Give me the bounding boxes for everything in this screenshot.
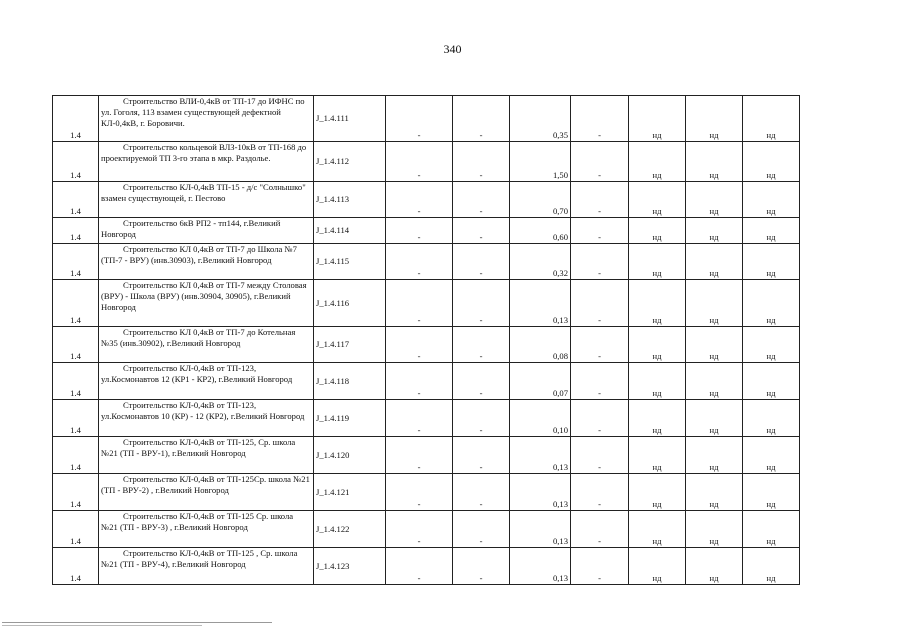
value-cell-8: нд xyxy=(629,511,686,548)
value-cell-4: - xyxy=(386,96,453,142)
table-row xyxy=(53,363,857,400)
value-cell-10: нд xyxy=(743,218,800,244)
project-name-cell xyxy=(99,182,314,218)
value-cell-10: нд xyxy=(743,511,800,548)
value-cell-9: нд xyxy=(686,400,743,437)
length-value-cell: 0,13 xyxy=(510,280,571,327)
value-cell-7: - xyxy=(571,548,629,585)
value-cell-9: нд xyxy=(686,244,743,280)
length-value-cell: 0,32 xyxy=(510,244,571,280)
project-id-cell: J_1.4.114 xyxy=(314,218,386,244)
table-row xyxy=(53,218,857,244)
value-cell-5: - xyxy=(453,437,510,474)
project-name-cell xyxy=(99,511,314,548)
value-cell-7: - xyxy=(571,400,629,437)
value-cell-9: нд xyxy=(686,511,743,548)
value-cell-9: нд xyxy=(686,363,743,400)
value-cell-5: - xyxy=(453,244,510,280)
value-cell-4: - xyxy=(386,142,453,182)
value-cell-5: - xyxy=(453,182,510,218)
value-cell-4: - xyxy=(386,474,453,511)
project-id-cell: J_1.4.120 xyxy=(314,437,386,474)
value-cell-10: нд xyxy=(743,548,800,585)
project-name-cell xyxy=(99,548,314,585)
value-cell-5: - xyxy=(453,474,510,511)
value-cell-4: - xyxy=(386,280,453,327)
section-code-cell: 1.4 xyxy=(53,363,99,400)
value-cell-8: нд xyxy=(629,182,686,218)
value-cell-9: нд xyxy=(686,437,743,474)
value-cell-8: нд xyxy=(629,244,686,280)
value-cell-4: - xyxy=(386,511,453,548)
length-value-cell: 0,13 xyxy=(510,474,571,511)
value-cell-5: - xyxy=(453,548,510,585)
project-id-cell: J_1.4.116 xyxy=(314,280,386,327)
value-cell-9: нд xyxy=(686,280,743,327)
value-cell-7: - xyxy=(571,327,629,363)
project-name-text: Строительство ВЛИ-0,4кВ от ТП-17 до ИФНС по ул. Гоголя, 113 взамен существующей дефектной КЛ-0,4кВ, г. Боровичи. xyxy=(101,96,305,128)
value-cell-4: - xyxy=(386,437,453,474)
value-cell-8: нд xyxy=(629,327,686,363)
value-cell-8: нд xyxy=(629,142,686,182)
length-value-cell: 0,13 xyxy=(510,511,571,548)
value-cell-7: - xyxy=(571,218,629,244)
project-table xyxy=(52,95,857,585)
project-name-cell xyxy=(99,218,314,244)
length-value-cell: 0,08 xyxy=(510,327,571,363)
project-id-cell: J_1.4.121 xyxy=(314,474,386,511)
value-cell-8: нд xyxy=(629,363,686,400)
value-cell-4: - xyxy=(386,400,453,437)
section-code-cell: 1.4 xyxy=(53,511,99,548)
value-cell-9: нд xyxy=(686,474,743,511)
value-cell-4: - xyxy=(386,327,453,363)
section-code-cell: 1.4 xyxy=(53,437,99,474)
value-cell-10: нд xyxy=(743,400,800,437)
project-name-text: Строительство КЛ-0,4кВ от ТП-125 Ср. школа №21 (ТП - ВРУ-3) , г.Великий Новгород xyxy=(101,511,294,532)
value-cell-10: нд xyxy=(743,327,800,363)
value-cell-10: нд xyxy=(743,437,800,474)
value-cell-10: нд xyxy=(743,142,800,182)
value-cell-7: - xyxy=(571,96,629,142)
project-name-text: Строительство КЛ 0,4кВ от ТП-7 до Котельная №35 (инв.30902), г.Великий Новгород xyxy=(101,327,296,348)
section-code-cell: 1.4 xyxy=(53,96,99,142)
project-name-text: Строительство КЛ-0,4кВ от ТП-125, Ср. школа №21 (ТП - ВРУ-1), г.Великий Новгород xyxy=(101,437,296,458)
project-name-text: Строительство КЛ-0,4кВ от ТП-125 , Ср. школа №21 (ТП - ВРУ-4), г.Великий Новгород xyxy=(101,548,298,569)
project-name-cell xyxy=(99,244,314,280)
value-cell-7: - xyxy=(571,474,629,511)
section-code-cell: 1.4 xyxy=(53,280,99,327)
section-code-cell: 1.4 xyxy=(53,218,99,244)
value-cell-5: - xyxy=(453,327,510,363)
project-id-cell: J_1.4.122 xyxy=(314,511,386,548)
value-cell-9: нд xyxy=(686,96,743,142)
value-cell-7: - xyxy=(571,280,629,327)
project-name-cell xyxy=(99,474,314,511)
project-id-cell: J_1.4.119 xyxy=(314,400,386,437)
value-cell-5: - xyxy=(453,96,510,142)
table-row xyxy=(53,182,857,218)
value-cell-7: - xyxy=(571,244,629,280)
value-cell-5: - xyxy=(453,142,510,182)
project-name-text: Строительство КЛ-0,4кВ от ТП-123, ул.Космонавтов 12 (КР1 - КР2), г.Великий Новгород xyxy=(101,363,293,384)
table-row xyxy=(53,474,857,511)
value-cell-10: нд xyxy=(743,244,800,280)
value-cell-4: - xyxy=(386,218,453,244)
length-value-cell: 0,70 xyxy=(510,182,571,218)
value-cell-10: нд xyxy=(743,182,800,218)
section-code-cell: 1.4 xyxy=(53,182,99,218)
project-name-cell xyxy=(99,400,314,437)
length-value-cell: 0,60 xyxy=(510,218,571,244)
project-id-cell: J_1.4.118 xyxy=(314,363,386,400)
project-id-cell: J_1.4.113 xyxy=(314,182,386,218)
value-cell-9: нд xyxy=(686,548,743,585)
project-id-cell: J_1.4.111 xyxy=(314,96,386,142)
value-cell-5: - xyxy=(453,280,510,327)
value-cell-10: нд xyxy=(743,474,800,511)
table-row xyxy=(53,511,857,548)
section-code-cell: 1.4 xyxy=(53,548,99,585)
footer-divider-secondary xyxy=(2,625,202,626)
table-row xyxy=(53,400,857,437)
length-value-cell: 0,10 xyxy=(510,400,571,437)
section-code-cell: 1.4 xyxy=(53,244,99,280)
value-cell-8: нд xyxy=(629,437,686,474)
value-cell-7: - xyxy=(571,142,629,182)
page-number: 340 xyxy=(443,42,462,56)
value-cell-8: нд xyxy=(629,280,686,327)
length-value-cell: 0,13 xyxy=(510,548,571,585)
value-cell-7: - xyxy=(571,363,629,400)
table-row xyxy=(53,327,857,363)
value-cell-10: нд xyxy=(743,280,800,327)
project-name-text: Строительство КЛ-0,4кВ ТП-15 - д/с "Солнышко" взамен существующей, г. Пестово xyxy=(101,182,306,203)
length-value-cell: 0,35 xyxy=(510,96,571,142)
value-cell-8: нд xyxy=(629,400,686,437)
table-row xyxy=(53,437,857,474)
value-cell-9: нд xyxy=(686,327,743,363)
value-cell-9: нд xyxy=(686,142,743,182)
project-name-text: Строительство КЛ-0,4кВ от ТП-125Ср. школа №21 (ТП - ВРУ-2) , г.Великий Новгород xyxy=(101,474,310,495)
section-code-cell: 1.4 xyxy=(53,142,99,182)
value-cell-9: нд xyxy=(686,218,743,244)
table-row xyxy=(53,244,857,280)
value-cell-9: нд xyxy=(686,182,743,218)
value-cell-7: - xyxy=(571,182,629,218)
value-cell-10: нд xyxy=(743,96,800,142)
value-cell-4: - xyxy=(386,182,453,218)
value-cell-8: нд xyxy=(629,96,686,142)
table-body xyxy=(53,96,857,585)
project-name-cell xyxy=(99,363,314,400)
value-cell-5: - xyxy=(453,218,510,244)
table-row xyxy=(53,280,857,327)
value-cell-5: - xyxy=(453,400,510,437)
value-cell-5: - xyxy=(453,363,510,400)
project-name-cell xyxy=(99,437,314,474)
project-id-cell: J_1.4.112 xyxy=(314,142,386,182)
footer-divider xyxy=(2,622,272,623)
length-value-cell: 0,13 xyxy=(510,437,571,474)
section-code-cell: 1.4 xyxy=(53,474,99,511)
table-row xyxy=(53,96,857,142)
value-cell-7: - xyxy=(571,437,629,474)
project-name-text: Строительство КЛ 0,4кВ от ТП-7 между Столовая (ВРУ) - Школа (ВРУ) (инв.30904, 30905), г.Великий Новгород xyxy=(101,280,307,312)
section-code-cell: 1.4 xyxy=(53,327,99,363)
table-row xyxy=(53,548,857,585)
project-id-cell: J_1.4.117 xyxy=(314,327,386,363)
value-cell-5: - xyxy=(453,511,510,548)
value-cell-10: нд xyxy=(743,363,800,400)
project-name-cell xyxy=(99,327,314,363)
section-code-cell: 1.4 xyxy=(53,400,99,437)
project-name-text: Строительство кольцевой ВЛЗ-10кВ от ТП-168 до проектируемой ТП 3-го этапа в мкр. Раздолье. xyxy=(101,142,307,163)
value-cell-7: - xyxy=(571,511,629,548)
project-name-cell xyxy=(99,96,314,142)
project-name-text: Строительство КЛ-0,4кВ от ТП-123, ул.Космонавтов 10 (КР) - 12 (КР2), г.Великий Новгород xyxy=(101,400,305,421)
project-name-text: Строительство 6кВ РП2 - тп144, г.Великий Новгород xyxy=(101,218,281,239)
length-value-cell: 0,07 xyxy=(510,363,571,400)
project-id-cell: J_1.4.115 xyxy=(314,244,386,280)
project-id-cell: J_1.4.123 xyxy=(314,548,386,585)
project-name-cell xyxy=(99,142,314,182)
value-cell-8: нд xyxy=(629,474,686,511)
value-cell-4: - xyxy=(386,363,453,400)
project-name-text: Строительство КЛ 0,4кВ от ТП-7 до Школа №7 (ТП-7 - ВРУ) (инв.30903), г.Великий Новгород xyxy=(101,244,297,265)
length-value-cell: 1,50 xyxy=(510,142,571,182)
value-cell-8: нд xyxy=(629,548,686,585)
value-cell-4: - xyxy=(386,244,453,280)
value-cell-4: - xyxy=(386,548,453,585)
table-row xyxy=(53,142,857,182)
project-name-cell xyxy=(99,280,314,327)
value-cell-8: нд xyxy=(629,218,686,244)
